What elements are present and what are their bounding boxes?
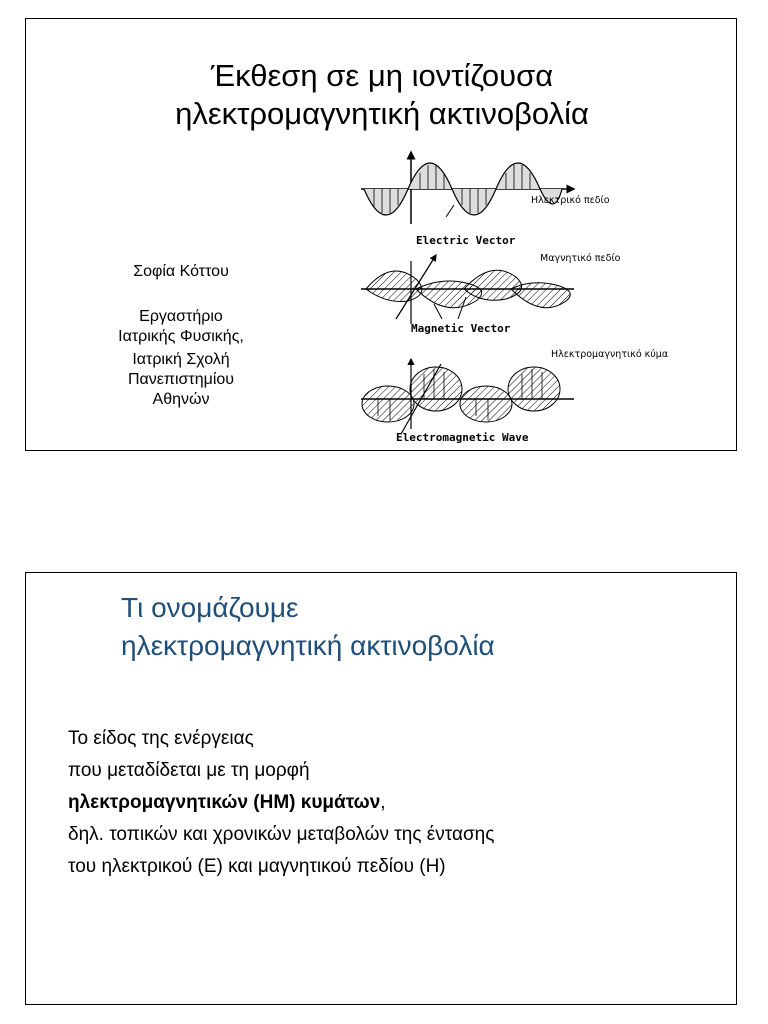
author-lab [56, 307, 306, 347]
slide-1-title [26, 57, 738, 133]
body-line2: που μεταδίδεται με τη μορφή [68, 760, 310, 781]
caption-electric-field: Ηλεκτρικό πεδίο [531, 195, 610, 206]
slide-2 [25, 572, 737, 1005]
body-line3 [68, 787, 494, 819]
em-wave-figure [346, 149, 606, 444]
slide-1-title-line2: ηλεκτρομαγνητική ακτινοβολία [175, 96, 589, 131]
body-line1: Το είδος της ενέργειας [68, 728, 254, 749]
electric-vector-label: Electric Vector [416, 234, 516, 247]
body-line3-bold: ηλεκτρομαγνητικών (ΗΜ) κυμάτων [68, 792, 381, 813]
caption-magnetic-field: Μαγνητικό πεδίο [540, 253, 621, 264]
school-line1: Ιατρική Σχολή [132, 351, 230, 368]
slide-2-title-line1: Τι ονομάζουμε [121, 592, 299, 623]
caption-em-wave: Ηλεκτρομαγνητικό κύμα [551, 349, 669, 360]
author-school [56, 350, 306, 410]
slide-1 [25, 18, 737, 451]
school-line3: Αθηνών [152, 391, 210, 408]
slide-1-title-line1: Έκθεση σε μη ιοντίζουσα [210, 58, 554, 93]
slide-2-title [121, 589, 495, 665]
em-wave-label: Electromagnetic Wave [396, 431, 529, 444]
body-line3-tail: , [380, 792, 386, 813]
magnetic-vector-label: Magnetic Vector [411, 322, 511, 335]
slide-2-body [68, 723, 494, 883]
lab-line1: Εργαστήριο [139, 308, 223, 325]
body-line5: του ηλεκτρικού (Ε) και μαγνητικού πεδίου (Η) [68, 856, 446, 877]
author-name: Σοφία Κόττου [133, 263, 229, 280]
school-line2: Πανεπιστημίου [127, 371, 235, 388]
body-line4: δηλ. τοπικών και χρονικών μεταβολών της έντασης [68, 824, 495, 845]
magnetic-wave-diagram [361, 255, 574, 335]
slide-2-title-line2: ηλεκτρομαγνητική ακτινοβολία [121, 630, 495, 661]
em-wave-diagram [361, 359, 574, 444]
lab-line2: Ιατρικής Φυσικής, [118, 328, 244, 345]
